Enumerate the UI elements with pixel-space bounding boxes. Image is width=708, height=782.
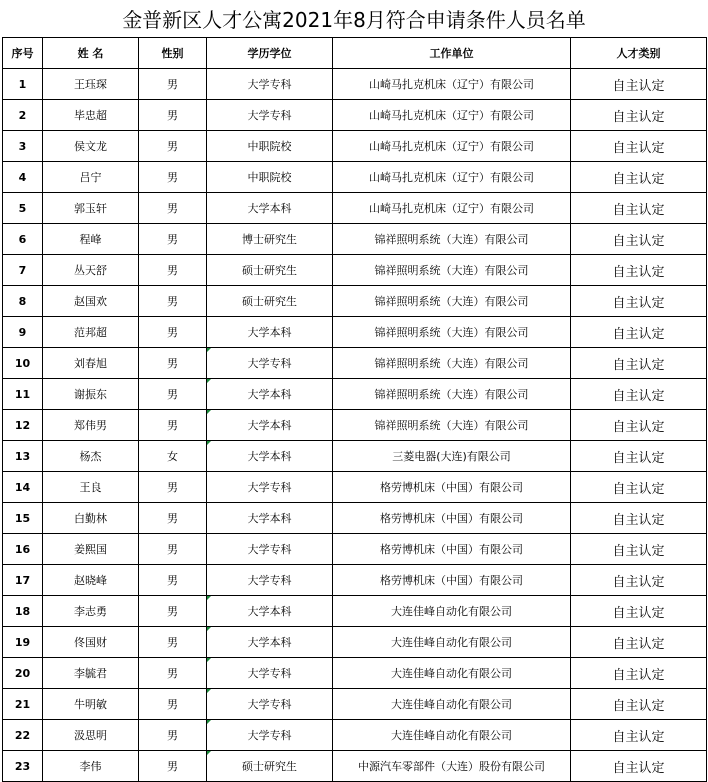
cell-person-name: 刘春旭: [43, 348, 139, 379]
cell-work-unit: 锦祥照明系统（大连）有限公司: [333, 317, 571, 348]
cell-row-number: 4: [3, 162, 43, 193]
table-row: [3, 379, 707, 410]
cell-work-unit: 格劳博机床（中国）有限公司: [333, 534, 571, 565]
cell-person-name: 毕忠超: [43, 100, 139, 131]
cell-education: 博士研究生: [207, 224, 333, 255]
cell-work-unit: 大连佳峰自动化有限公司: [333, 689, 571, 720]
cell-education: 大学专科: [207, 100, 333, 131]
cell-row-number: 12: [3, 410, 43, 441]
cell-person-name: 姜熙国: [43, 534, 139, 565]
cell-person-name: 郭玉轩: [43, 193, 139, 224]
cell-row-number: 11: [3, 379, 43, 410]
cell-row-number: 18: [3, 596, 43, 627]
cell-person-name: 李伟: [43, 751, 139, 782]
cell-talent-type: 自主认定: [571, 472, 707, 503]
cell-gender: 男: [139, 751, 207, 782]
page-title: 金普新区人才公寓2021年8月符合申请条件人员名单: [122, 8, 586, 32]
cell-talent-type: 自主认定: [571, 658, 707, 689]
cell-talent-type: 自主认定: [571, 255, 707, 286]
cell-row-number: 17: [3, 565, 43, 596]
cell-talent-type: 自主认定: [571, 317, 707, 348]
cell-talent-type: 自主认定: [571, 503, 707, 534]
cell-education: 大学本科: [207, 503, 333, 534]
table-row: [3, 596, 707, 627]
cell-work-unit: 格劳博机床（中国）有限公司: [333, 503, 571, 534]
header-sex: 性别: [139, 38, 207, 69]
table-row: [3, 131, 707, 162]
cell-gender: 男: [139, 503, 207, 534]
cell-work-unit: 山崎马扎克机床（辽宁）有限公司: [333, 100, 571, 131]
cell-gender: 男: [139, 534, 207, 565]
cell-talent-type: 自主认定: [571, 751, 707, 782]
cell-education: 大学本科: [207, 596, 333, 627]
cell-row-number: 10: [3, 348, 43, 379]
cell-talent-type: 自主认定: [571, 193, 707, 224]
header-work-unit: 工作单位: [333, 38, 571, 69]
cell-person-name: 侯文龙: [43, 131, 139, 162]
cell-education: 大学专科: [207, 472, 333, 503]
cell-person-name: 范邦超: [43, 317, 139, 348]
cell-education: 大学专科: [207, 565, 333, 596]
table-row: [3, 627, 707, 658]
cell-education: 大学专科: [207, 720, 333, 751]
cell-talent-type: 自主认定: [571, 131, 707, 162]
cell-education: 大学本科: [207, 410, 333, 441]
cell-gender: 男: [139, 286, 207, 317]
table-row: [3, 317, 707, 348]
cell-work-unit: 山崎马扎克机床（辽宁）有限公司: [333, 131, 571, 162]
cell-row-number: 21: [3, 689, 43, 720]
table-row: [3, 255, 707, 286]
cell-education: 大学本科: [207, 317, 333, 348]
cell-person-name: 赵晓峰: [43, 565, 139, 596]
table-row: [3, 286, 707, 317]
cell-gender: 男: [139, 131, 207, 162]
cell-education: 大学专科: [207, 658, 333, 689]
cell-row-number: 20: [3, 658, 43, 689]
table-row: [3, 193, 707, 224]
cell-education: 硕士研究生: [207, 751, 333, 782]
cell-gender: 男: [139, 689, 207, 720]
roster-table: [2, 37, 707, 782]
cell-gender: 男: [139, 224, 207, 255]
cell-work-unit: 山崎马扎克机床（辽宁）有限公司: [333, 69, 571, 100]
cell-row-number: 14: [3, 472, 43, 503]
cell-gender: 男: [139, 193, 207, 224]
cell-work-unit: 山崎马扎克机床（辽宁）有限公司: [333, 162, 571, 193]
cell-row-number: 6: [3, 224, 43, 255]
cell-talent-type: 自主认定: [571, 627, 707, 658]
cell-person-name: 谢振东: [43, 379, 139, 410]
cell-work-unit: 锦祥照明系统（大连）有限公司: [333, 348, 571, 379]
cell-gender: 男: [139, 69, 207, 100]
cell-gender: 男: [139, 348, 207, 379]
cell-gender: 男: [139, 410, 207, 441]
header-name: 姓 名: [43, 38, 139, 69]
cell-talent-type: 自主认定: [571, 410, 707, 441]
cell-education: 大学专科: [207, 534, 333, 565]
cell-person-name: 牛明敏: [43, 689, 139, 720]
cell-row-number: 3: [3, 131, 43, 162]
cell-work-unit: 大连佳峰自动化有限公司: [333, 658, 571, 689]
cell-person-name: 赵国欢: [43, 286, 139, 317]
cell-person-name: 程峰: [43, 224, 139, 255]
cell-row-number: 5: [3, 193, 43, 224]
cell-person-name: 丛天舒: [43, 255, 139, 286]
cell-work-unit: 格劳博机床（中国）有限公司: [333, 565, 571, 596]
cell-person-name: 白勤林: [43, 503, 139, 534]
cell-talent-type: 自主认定: [571, 720, 707, 751]
cell-row-number: 8: [3, 286, 43, 317]
roster-body: [3, 69, 707, 782]
table-row: [3, 565, 707, 596]
table-row: [3, 69, 707, 100]
cell-education: 中职院校: [207, 162, 333, 193]
table-row: [3, 100, 707, 131]
cell-person-name: 佟国财: [43, 627, 139, 658]
cell-talent-type: 自主认定: [571, 596, 707, 627]
cell-work-unit: 锦祥照明系统（大连）有限公司: [333, 224, 571, 255]
cell-education: 大学本科: [207, 379, 333, 410]
cell-gender: 男: [139, 379, 207, 410]
cell-work-unit: 锦祥照明系统（大连）有限公司: [333, 379, 571, 410]
cell-gender: 男: [139, 658, 207, 689]
cell-talent-type: 自主认定: [571, 689, 707, 720]
cell-person-name: 郑伟男: [43, 410, 139, 441]
cell-gender: 男: [139, 255, 207, 286]
cell-person-name: 杨杰: [43, 441, 139, 472]
table-row: [3, 503, 707, 534]
cell-gender: 男: [139, 162, 207, 193]
table-row: [3, 534, 707, 565]
table-row: [3, 224, 707, 255]
cell-row-number: 15: [3, 503, 43, 534]
cell-person-name: 吕宁: [43, 162, 139, 193]
cell-education: 中职院校: [207, 131, 333, 162]
cell-gender: 男: [139, 627, 207, 658]
cell-row-number: 9: [3, 317, 43, 348]
cell-education: 大学专科: [207, 689, 333, 720]
cell-row-number: 2: [3, 100, 43, 131]
cell-talent-type: 自主认定: [571, 379, 707, 410]
cell-row-number: 22: [3, 720, 43, 751]
cell-row-number: 23: [3, 751, 43, 782]
cell-gender: 男: [139, 317, 207, 348]
cell-talent-type: 自主认定: [571, 565, 707, 596]
cell-education: 大学本科: [207, 193, 333, 224]
table-row: [3, 658, 707, 689]
table-row: [3, 751, 707, 782]
table-row: [3, 689, 707, 720]
header-education: 学历学位: [207, 38, 333, 69]
cell-talent-type: 自主认定: [571, 224, 707, 255]
cell-row-number: 16: [3, 534, 43, 565]
cell-work-unit: 锦祥照明系统（大连）有限公司: [333, 255, 571, 286]
cell-person-name: 汲思明: [43, 720, 139, 751]
cell-education: 大学本科: [207, 441, 333, 472]
cell-talent-type: 自主认定: [571, 441, 707, 472]
cell-work-unit: 锦祥照明系统（大连）有限公司: [333, 286, 571, 317]
cell-work-unit: 大连佳峰自动化有限公司: [333, 627, 571, 658]
table-row: [3, 410, 707, 441]
cell-row-number: 19: [3, 627, 43, 658]
cell-gender: 男: [139, 565, 207, 596]
header-no: 序号: [3, 38, 43, 69]
cell-talent-type: 自主认定: [571, 100, 707, 131]
cell-row-number: 7: [3, 255, 43, 286]
cell-work-unit: 大连佳峰自动化有限公司: [333, 720, 571, 751]
header-row: [3, 38, 707, 69]
cell-gender: 男: [139, 596, 207, 627]
cell-work-unit: 大连佳峰自动化有限公司: [333, 596, 571, 627]
cell-work-unit: 三菱电器(大连)有限公司: [333, 441, 571, 472]
cell-gender: 女: [139, 441, 207, 472]
cell-work-unit: 锦祥照明系统（大连）有限公司: [333, 410, 571, 441]
cell-row-number: 13: [3, 441, 43, 472]
cell-talent-type: 自主认定: [571, 69, 707, 100]
cell-education: 大学本科: [207, 627, 333, 658]
cell-gender: 男: [139, 472, 207, 503]
cell-talent-type: 自主认定: [571, 348, 707, 379]
cell-work-unit: 格劳博机床（中国）有限公司: [333, 472, 571, 503]
cell-row-number: 1: [3, 69, 43, 100]
cell-person-name: 李志勇: [43, 596, 139, 627]
cell-talent-type: 自主认定: [571, 162, 707, 193]
cell-talent-type: 自主认定: [571, 534, 707, 565]
cell-work-unit: 山崎马扎克机床（辽宁）有限公司: [333, 193, 571, 224]
cell-person-name: 王良: [43, 472, 139, 503]
cell-person-name: 李毓君: [43, 658, 139, 689]
cell-work-unit: 中源汽车零部件（大连）股份有限公司: [333, 751, 571, 782]
table-row: [3, 472, 707, 503]
table-row: [3, 441, 707, 472]
cell-education: 大学专科: [207, 69, 333, 100]
cell-person-name: 王珏琛: [43, 69, 139, 100]
cell-gender: 男: [139, 720, 207, 751]
table-row: [3, 348, 707, 379]
table-row: [3, 720, 707, 751]
cell-education: 硕士研究生: [207, 286, 333, 317]
cell-education: 硕士研究生: [207, 255, 333, 286]
header-talent-type: 人才类别: [571, 38, 707, 69]
table-row: [3, 162, 707, 193]
cell-education: 大学专科: [207, 348, 333, 379]
cell-talent-type: 自主认定: [571, 286, 707, 317]
cell-gender: 男: [139, 100, 207, 131]
